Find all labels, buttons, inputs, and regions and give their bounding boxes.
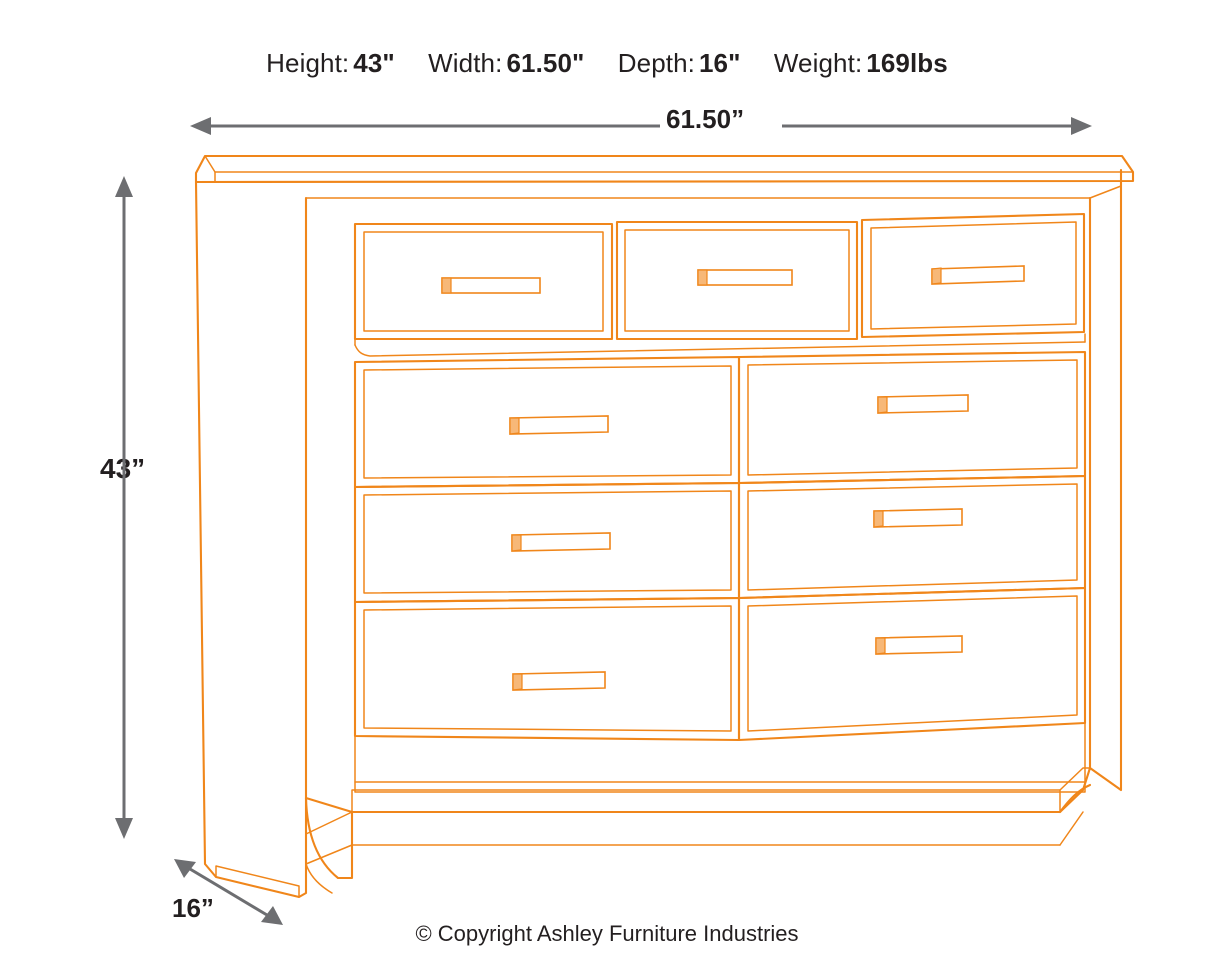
left-leg [306,798,352,893]
copyright-notice: © Copyright Ashley Furniture Industries [415,921,799,946]
drawer-pull [878,395,968,413]
drawer-row-4-right [739,588,1085,740]
drawer-pull [510,416,608,434]
drawer-pull [874,509,962,527]
depth-dimension-label: 16” [172,893,214,923]
drawer-top-right [862,214,1084,337]
bottom-rail [355,723,1085,792]
spec-depth-value: 16" [699,48,741,78]
spec-weight-value: 169lbs [866,48,948,78]
drawer-pull [513,672,605,690]
drawer-pull [698,270,792,285]
spec-width-label: Width: [428,48,503,78]
spec-height-label: Height: [266,48,350,78]
spec-width-value: 61.50" [506,48,585,78]
width-dimension-label: 61.50” [666,104,745,134]
dresser-case-outline [196,170,1121,897]
dresser-top [196,156,1133,182]
drawer-pull [932,266,1024,284]
drawer-row-4-left [355,598,739,740]
width-dimension-arrow [190,117,1092,135]
height-dimension-arrow [115,176,133,839]
spec-height-value: 43" [353,48,395,78]
drawer-row-3-right [739,476,1085,598]
drawer-pull [442,278,540,293]
drawer-top-left [355,224,612,339]
drawer-pull [876,636,962,654]
drawer-row-3-left [355,483,739,602]
drawer-row-2-left [355,357,739,487]
spec-weight-label: Weight: [773,48,863,78]
drawer-row-2-right [739,352,1085,483]
height-dimension-label: 43” [100,453,146,484]
spec-depth-label: Depth: [617,48,695,78]
drawer-top-center [617,222,857,339]
drawer-pull [512,533,610,551]
